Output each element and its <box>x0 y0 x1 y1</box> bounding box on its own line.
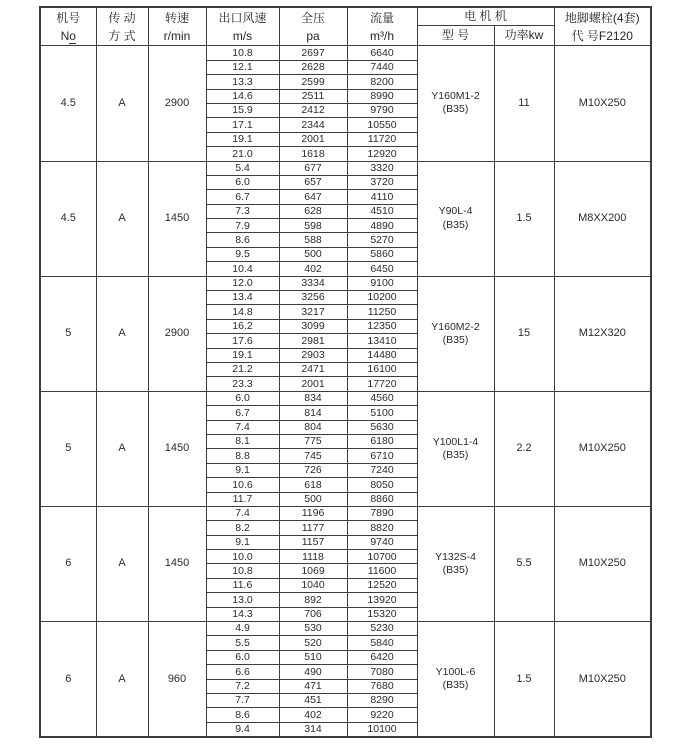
flow-cell: 8990 <box>347 89 417 103</box>
motor-model-line: Y160M1-2 <box>431 90 480 103</box>
pressure-cell: 2001 <box>279 377 347 391</box>
flow-cell: 8290 <box>347 693 417 707</box>
outlet-speed-cell: 5.5 <box>206 636 279 650</box>
flow-cell: 4510 <box>347 204 417 218</box>
flow-cell: 5270 <box>347 233 417 247</box>
pressure-cell: 598 <box>279 219 347 233</box>
pressure-cell: 745 <box>279 449 347 463</box>
flow-cell: 9740 <box>347 535 417 549</box>
flow-cell: 8860 <box>347 492 417 506</box>
pressure-cell: 2412 <box>279 103 347 117</box>
header-anchor-bolt: 地脚螺栓(4套) 代 号F2120 <box>554 7 651 46</box>
flow-cell: 8820 <box>347 521 417 535</box>
flow-cell: 9100 <box>347 276 417 290</box>
table-row <box>40 46 651 60</box>
motor-frame-line: (B35) <box>442 103 469 116</box>
pressure-cell: 804 <box>279 420 347 434</box>
table-row <box>40 506 651 520</box>
pressure-cell: 2697 <box>279 46 347 60</box>
flow-cell: 12350 <box>347 319 417 333</box>
pressure-cell: 706 <box>279 607 347 621</box>
outlet-speed-cell: 9.4 <box>206 722 279 737</box>
flow-cell: 6710 <box>347 449 417 463</box>
flow-cell: 10200 <box>347 291 417 305</box>
flow-cell: 15320 <box>347 607 417 621</box>
flow-cell: 3320 <box>347 161 417 175</box>
outlet-speed-cell: 4.9 <box>206 622 279 636</box>
drive-type-cell: A <box>96 391 148 506</box>
pressure-cell: 500 <box>279 492 347 506</box>
motor-frame-line: (B35) <box>442 333 469 346</box>
bolt-cell: M10X250 <box>554 46 651 161</box>
outlet-speed-cell: 8.6 <box>206 233 279 247</box>
pressure-cell: 677 <box>279 161 347 175</box>
rpm-cell: 2900 <box>148 46 206 161</box>
flow-cell: 4890 <box>347 219 417 233</box>
header-motor-group: 电 机 机 <box>417 7 554 26</box>
pressure-cell: 647 <box>279 190 347 204</box>
flow-cell: 8200 <box>347 75 417 89</box>
drive-type-cell: A <box>96 46 148 161</box>
pressure-cell: 1069 <box>279 564 347 578</box>
flow-cell: 6640 <box>347 46 417 60</box>
motor-model-line: Y132S-4 <box>435 550 476 563</box>
machine-no-cell: 5 <box>40 391 96 506</box>
flow-cell: 7680 <box>347 679 417 693</box>
outlet-speed-cell: 7.9 <box>206 219 279 233</box>
motor-model-line: Y100L1-4 <box>432 435 479 448</box>
header-motor-model: 型 号 <box>417 26 494 46</box>
outlet-speed-cell: 8.8 <box>206 449 279 463</box>
flow-cell: 10100 <box>347 722 417 737</box>
bolt-cell: M8XX200 <box>554 161 651 276</box>
motor-model-cell <box>417 622 494 738</box>
outlet-speed-cell: 5.4 <box>206 161 279 175</box>
flow-cell: 9220 <box>347 708 417 722</box>
drive-type-cell: A <box>96 276 148 391</box>
flow-cell: 7240 <box>347 463 417 477</box>
motor-model-cell <box>417 276 494 391</box>
spec-table <box>39 6 652 738</box>
outlet-speed-cell: 7.4 <box>206 506 279 520</box>
table-row <box>40 391 651 405</box>
flow-cell: 7440 <box>347 60 417 74</box>
flow-cell: 13920 <box>347 593 417 607</box>
pressure-cell: 3099 <box>279 319 347 333</box>
outlet-speed-cell: 7.7 <box>206 693 279 707</box>
pressure-cell: 3256 <box>279 291 347 305</box>
pressure-cell: 500 <box>279 247 347 261</box>
power-cell: 1.5 <box>494 161 554 276</box>
power-cell: 11 <box>494 46 554 161</box>
outlet-speed-cell: 8.1 <box>206 434 279 448</box>
drive-type-cell: A <box>96 161 148 276</box>
outlet-speed-cell: 9.1 <box>206 535 279 549</box>
pressure-cell: 2511 <box>279 89 347 103</box>
pressure-cell: 2001 <box>279 132 347 146</box>
pressure-cell: 775 <box>279 434 347 448</box>
pressure-cell: 510 <box>279 650 347 664</box>
outlet-speed-cell: 19.1 <box>206 348 279 362</box>
flow-cell: 7080 <box>347 665 417 679</box>
outlet-speed-cell: 19.1 <box>206 132 279 146</box>
rpm-cell: 960 <box>148 622 206 738</box>
flow-cell: 10700 <box>347 550 417 564</box>
motor-model-cell <box>417 161 494 276</box>
outlet-speed-cell: 16.2 <box>206 319 279 333</box>
outlet-speed-cell: 8.2 <box>206 521 279 535</box>
outlet-speed-cell: 12.0 <box>206 276 279 290</box>
outlet-speed-cell: 23.3 <box>206 377 279 391</box>
flow-cell: 16100 <box>347 362 417 376</box>
motor-frame-line: (B35) <box>442 563 469 576</box>
pressure-cell: 1177 <box>279 521 347 535</box>
outlet-speed-cell: 6.0 <box>206 650 279 664</box>
pressure-cell: 3334 <box>279 276 347 290</box>
pressure-cell: 2903 <box>279 348 347 362</box>
outlet-speed-cell: 10.8 <box>206 46 279 60</box>
flow-cell: 17720 <box>347 377 417 391</box>
machine-no-cell: 6 <box>40 506 96 621</box>
table-header <box>40 7 651 46</box>
power-cell: 1.5 <box>494 622 554 738</box>
bolt-cell: M12X320 <box>554 276 651 391</box>
table-row <box>40 161 651 175</box>
outlet-speed-cell: 13.4 <box>206 291 279 305</box>
motor-model-line: Y160M2-2 <box>431 320 480 333</box>
motor-frame-line: (B35) <box>442 448 469 461</box>
outlet-speed-cell: 7.4 <box>206 420 279 434</box>
pressure-cell: 1118 <box>279 550 347 564</box>
flow-cell: 3720 <box>347 175 417 189</box>
outlet-speed-cell: 6.0 <box>206 391 279 405</box>
bolt-cell: M10X250 <box>554 391 651 506</box>
pressure-cell: 2471 <box>279 362 347 376</box>
outlet-speed-cell: 10.6 <box>206 478 279 492</box>
flow-cell: 4560 <box>347 391 417 405</box>
outlet-speed-cell: 10.0 <box>206 550 279 564</box>
pressure-cell: 402 <box>279 708 347 722</box>
pressure-cell: 1196 <box>279 506 347 520</box>
pressure-cell: 2599 <box>279 75 347 89</box>
header-rpm: 转速 r/min <box>148 7 206 46</box>
flow-cell: 8050 <box>347 478 417 492</box>
pressure-cell: 402 <box>279 262 347 276</box>
machine-no-cell: 6 <box>40 622 96 738</box>
pressure-cell: 588 <box>279 233 347 247</box>
motor-frame-line: (B35) <box>442 218 469 231</box>
outlet-speed-cell: 6.7 <box>206 406 279 420</box>
flow-cell: 6180 <box>347 434 417 448</box>
flow-cell: 9790 <box>347 103 417 117</box>
outlet-speed-cell: 21.2 <box>206 362 279 376</box>
motor-model-cell <box>417 391 494 506</box>
pressure-cell: 2981 <box>279 334 347 348</box>
outlet-speed-cell: 14.8 <box>206 305 279 319</box>
flow-cell: 5840 <box>347 636 417 650</box>
motor-frame-line: (B35) <box>442 679 469 692</box>
rpm-cell: 1450 <box>148 391 206 506</box>
outlet-speed-cell: 13.3 <box>206 75 279 89</box>
outlet-speed-cell: 21.0 <box>206 147 279 161</box>
flow-cell: 11600 <box>347 564 417 578</box>
pressure-cell: 3217 <box>279 305 347 319</box>
flow-cell: 12920 <box>347 147 417 161</box>
pressure-cell: 834 <box>279 391 347 405</box>
pressure-cell: 618 <box>279 478 347 492</box>
outlet-speed-cell: 6.0 <box>206 175 279 189</box>
power-cell: 2.2 <box>494 391 554 506</box>
rpm-cell: 2900 <box>148 276 206 391</box>
outlet-speed-cell: 10.4 <box>206 262 279 276</box>
flow-cell: 7890 <box>347 506 417 520</box>
flow-cell: 12520 <box>347 578 417 592</box>
power-cell: 5.5 <box>494 506 554 621</box>
flow-cell: 10550 <box>347 118 417 132</box>
machine-no-cell: 4.5 <box>40 161 96 276</box>
pressure-cell: 520 <box>279 636 347 650</box>
header-machine-no-cn: 机号 <box>56 10 81 25</box>
outlet-speed-cell: 15.9 <box>206 103 279 117</box>
bolt-cell: M10X250 <box>554 622 651 738</box>
drive-type-cell: A <box>96 622 148 738</box>
outlet-speed-cell: 7.2 <box>206 679 279 693</box>
flow-cell: 6450 <box>347 262 417 276</box>
pressure-cell: 471 <box>279 679 347 693</box>
outlet-speed-cell: 14.6 <box>206 89 279 103</box>
outlet-speed-cell: 13.0 <box>206 593 279 607</box>
pressure-cell: 490 <box>279 665 347 679</box>
rpm-cell: 1450 <box>148 161 206 276</box>
flow-cell: 5860 <box>347 247 417 261</box>
outlet-speed-cell: 7.3 <box>206 204 279 218</box>
table-row <box>40 276 651 290</box>
pressure-cell: 2344 <box>279 118 347 132</box>
flow-cell: 11250 <box>347 305 417 319</box>
outlet-speed-cell: 8.6 <box>206 708 279 722</box>
pressure-cell: 314 <box>279 722 347 737</box>
outlet-speed-cell: 11.6 <box>206 578 279 592</box>
pressure-cell: 530 <box>279 622 347 636</box>
header-machine-no <box>40 7 96 46</box>
outlet-speed-cell: 6.7 <box>206 190 279 204</box>
flow-cell: 5100 <box>347 406 417 420</box>
header-pressure: 全压 pa <box>279 7 347 46</box>
flow-cell: 5230 <box>347 622 417 636</box>
table-body <box>40 46 651 737</box>
pressure-cell: 814 <box>279 406 347 420</box>
pressure-cell: 1157 <box>279 535 347 549</box>
machine-no-cell: 4.5 <box>40 46 96 161</box>
pressure-cell: 726 <box>279 463 347 477</box>
outlet-speed-cell: 11.7 <box>206 492 279 506</box>
flow-cell: 5630 <box>347 420 417 434</box>
drive-type-cell: A <box>96 506 148 621</box>
power-cell: 15 <box>494 276 554 391</box>
header-motor-power: 功率kw <box>494 26 554 46</box>
flow-cell: 4110 <box>347 190 417 204</box>
pressure-cell: 628 <box>279 204 347 218</box>
outlet-speed-cell: 14.3 <box>206 607 279 621</box>
machine-no-cell: 5 <box>40 276 96 391</box>
outlet-speed-cell: 9.5 <box>206 247 279 261</box>
rpm-cell: 1450 <box>148 506 206 621</box>
motor-model-cell <box>417 46 494 161</box>
header-machine-no-en: No <box>60 28 76 43</box>
flow-cell: 11720 <box>347 132 417 146</box>
outlet-speed-cell: 6.6 <box>206 665 279 679</box>
bolt-cell: M10X250 <box>554 506 651 621</box>
table-row <box>40 622 651 636</box>
outlet-speed-cell: 9.1 <box>206 463 279 477</box>
outlet-speed-cell: 12.1 <box>206 60 279 74</box>
pressure-cell: 451 <box>279 693 347 707</box>
pressure-cell: 2628 <box>279 60 347 74</box>
header-outlet-speed: 出口风速 m/s <box>206 7 279 46</box>
outlet-speed-cell: 10.8 <box>206 564 279 578</box>
flow-cell: 14480 <box>347 348 417 362</box>
flow-cell: 13410 <box>347 334 417 348</box>
outlet-speed-cell: 17.1 <box>206 118 279 132</box>
motor-model-cell <box>417 506 494 621</box>
header-flow: 流量 m³/h <box>347 7 417 46</box>
motor-model-line: Y90L-4 <box>438 205 473 218</box>
header-drive-type: 传 动 方 式 <box>96 7 148 46</box>
pressure-cell: 657 <box>279 175 347 189</box>
pressure-cell: 892 <box>279 593 347 607</box>
flow-cell: 6420 <box>347 650 417 664</box>
pressure-cell: 1040 <box>279 578 347 592</box>
motor-model-line: Y100L-6 <box>435 665 476 678</box>
pressure-cell: 1618 <box>279 147 347 161</box>
outlet-speed-cell: 17.6 <box>206 334 279 348</box>
